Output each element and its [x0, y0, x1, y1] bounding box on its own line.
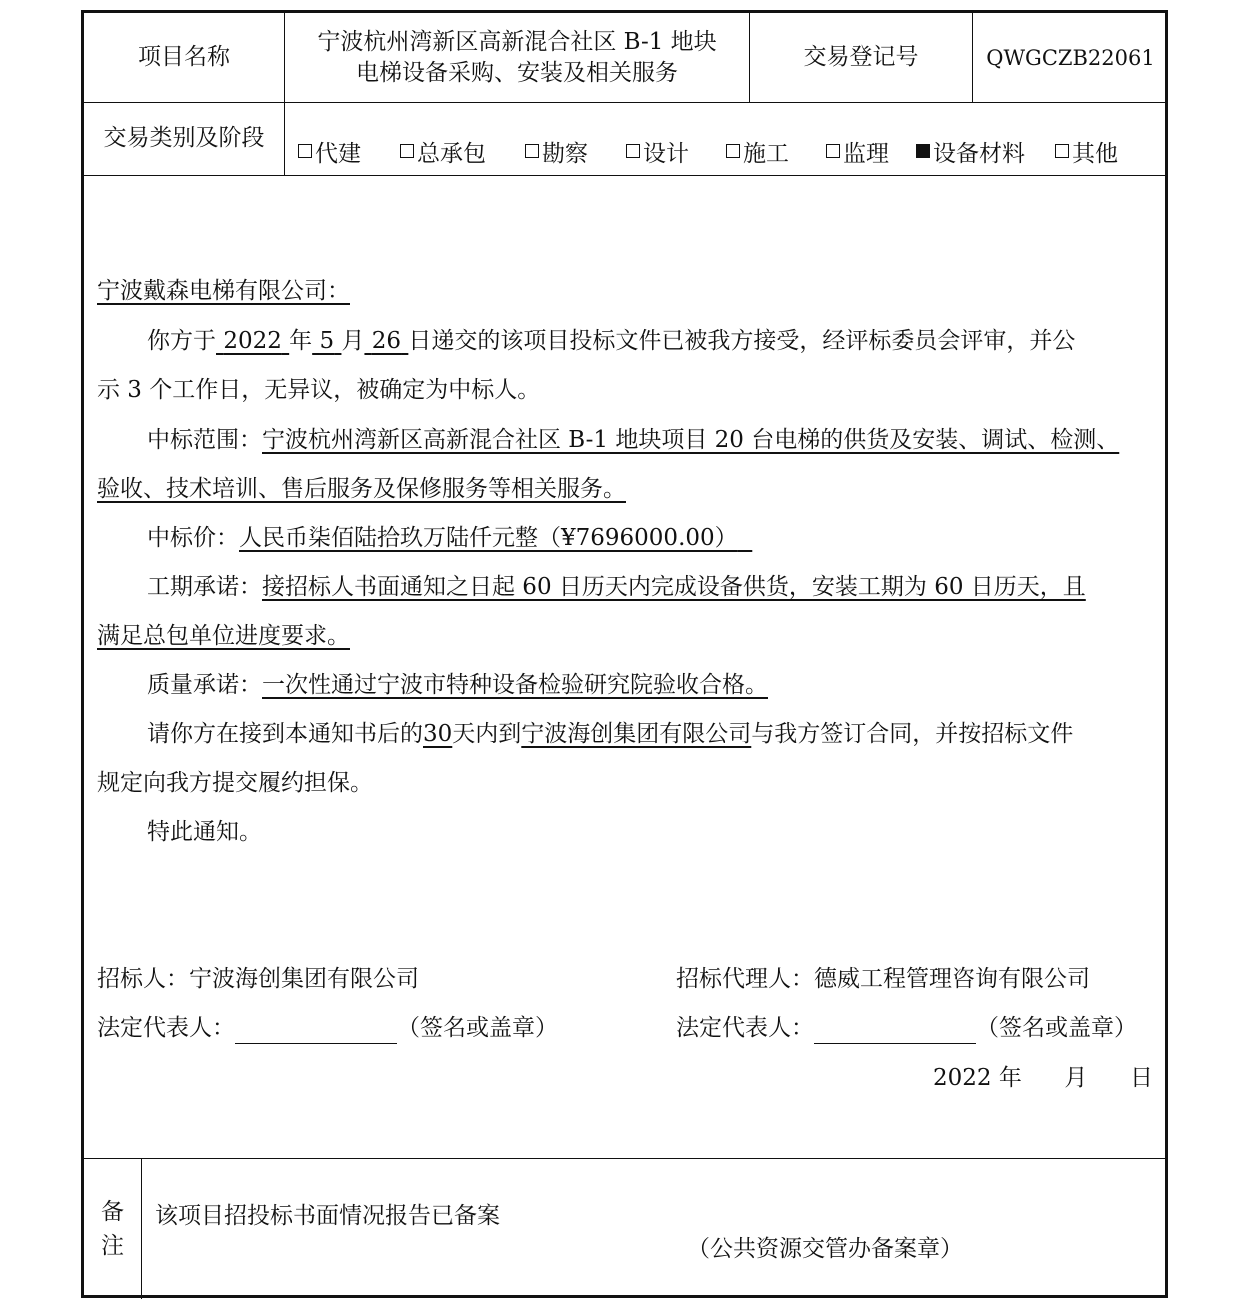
- paragraph-acceptance-cont: 示 3 个工作日，无异议，被确定为中标人。: [97, 377, 541, 403]
- paragraph-period-cont: [97, 620, 1153, 652]
- checkbox-icon[interactable]: [400, 144, 414, 158]
- project-name-label: 项目名称: [138, 44, 230, 71]
- closing-text: 特此通知。: [147, 819, 262, 845]
- reg-no-label: 交易登记号: [803, 44, 919, 71]
- checkbox-checked-icon[interactable]: [916, 144, 930, 158]
- submit-month: [312, 328, 341, 354]
- project-name-value: [285, 13, 749, 103]
- legal-rep-label: 法定代表人：: [676, 1015, 814, 1041]
- price-label: 中标价：: [147, 525, 239, 551]
- category-option[interactable]: [726, 121, 789, 181]
- notice-date: [933, 1062, 1153, 1094]
- addressee: [97, 275, 1153, 307]
- signature-line: [814, 1019, 976, 1044]
- scope-value: 宁波杭州湾新区高新混合社区 B-1 地块项目 20 台电梯的供货及安装、调试、检测、: [262, 427, 1120, 453]
- period-value-cont: 满足总包单位进度要求。: [97, 623, 350, 649]
- text: 人民币柒佰陆拾玖万陆仟元整（¥7696000.00）: [239, 525, 738, 551]
- paragraph-contract-cont: 规定向我方提交履约担保。: [97, 770, 373, 796]
- quality-value: 一次性通过宁波市特种设备检验研究院验收合格。: [262, 672, 768, 698]
- category-option-label: 设计: [643, 140, 689, 167]
- checkbox-icon[interactable]: [626, 144, 640, 158]
- notice-form: [81, 10, 1168, 1298]
- category-option[interactable]: [626, 121, 689, 181]
- filing-stamp-note: （公共资源交管办备案章）: [687, 1236, 963, 1262]
- legal-rep-left: [97, 1012, 558, 1044]
- category-label: 交易类别及阶段: [103, 125, 265, 152]
- category-option[interactable]: [298, 121, 361, 181]
- category-option[interactable]: [1055, 121, 1118, 181]
- category-option-label: 代建: [315, 140, 361, 167]
- date-day: 日: [1129, 1065, 1153, 1091]
- checkbox-icon[interactable]: [525, 144, 539, 158]
- category-option-label: 其他: [1072, 140, 1118, 167]
- category-option[interactable]: [400, 121, 486, 181]
- column-divider: [284, 103, 285, 176]
- text: 年: [289, 328, 313, 354]
- signature-line: [235, 1019, 397, 1044]
- month-value: 5: [319, 328, 335, 354]
- project-name-line1: 宁波杭州湾新区高新混合社区 B-1 地块: [317, 28, 717, 55]
- text: 请你方在接到本通知书后的: [147, 721, 423, 747]
- project-name-line2: 电梯设备采购、安装及相关服务: [356, 60, 678, 86]
- submit-day: [364, 328, 408, 354]
- paragraph-contract: [97, 718, 1153, 750]
- category-option-label: 监理: [843, 140, 889, 167]
- legal-rep-label: 法定代表人：: [97, 1015, 235, 1041]
- date-month: 月: [1064, 1065, 1088, 1091]
- legal-rep-right: [676, 1012, 1137, 1044]
- year-value: 2022: [223, 328, 282, 354]
- price-value: [239, 525, 752, 551]
- tenderer: 招标人：宁波海创集团有限公司: [97, 966, 419, 992]
- paragraph-price: [97, 522, 1153, 554]
- text: 月: [341, 328, 365, 354]
- text: 你方于: [147, 328, 216, 354]
- contract-place: 宁波海创集团有限公司: [521, 721, 752, 747]
- row-divider: [84, 1158, 1165, 1159]
- period-label: 工期承诺：: [147, 574, 262, 600]
- category-option-label: 施工: [743, 140, 789, 167]
- remarks-text: 该项目招投标书面情况报告已备案: [155, 1203, 500, 1229]
- scope-value-cont: 验收、技术培训、售后服务及保修服务等相关服务。: [97, 476, 626, 502]
- text: 天内到: [452, 721, 522, 747]
- remarks-label: [84, 1159, 141, 1299]
- category-option[interactable]: [525, 121, 588, 181]
- paragraph-period: [97, 571, 1153, 603]
- text: 与我方签订合同，并按招标文件: [751, 721, 1074, 747]
- checkbox-icon[interactable]: [1055, 144, 1069, 158]
- reg-no-value: QWGCZB22061: [986, 45, 1155, 70]
- category-option-label: 设备材料: [933, 140, 1025, 167]
- category-option[interactable]: [826, 121, 889, 181]
- remarks-label-top: 备: [101, 1199, 124, 1225]
- checkbox-icon[interactable]: [726, 144, 740, 158]
- sign-or-seal-note: （签名或盖章）: [976, 1015, 1137, 1041]
- period-value: 接招标人书面通知之日起 60 日历天内完成设备供货，安装工期为 60 日历天，且: [262, 574, 1086, 600]
- quality-label: 质量承诺：: [147, 672, 262, 698]
- tender-agent: 招标代理人：德威工程管理咨询有限公司: [676, 966, 1090, 992]
- contract-days: 30: [423, 721, 453, 747]
- category-option-label: 勘察: [542, 140, 588, 167]
- remarks-label-bottom: 注: [101, 1233, 124, 1259]
- text: 日递交的该项目投标文件已被我方接受，经评标委员会评审，并公: [408, 328, 1076, 354]
- paragraph-scope-cont: [97, 473, 1153, 505]
- checkbox-icon[interactable]: [826, 144, 840, 158]
- paragraph-quality: [97, 669, 1153, 701]
- sign-or-seal-note: （签名或盖章）: [397, 1015, 558, 1041]
- day-value: 26: [371, 328, 402, 354]
- column-divider: [141, 1159, 142, 1299]
- addressee-name: 宁波戴森电梯有限公司：: [97, 278, 350, 304]
- paragraph-acceptance: [97, 325, 1153, 357]
- scope-label: 中标范围：: [147, 427, 262, 453]
- paragraph-scope: [97, 424, 1153, 456]
- category-option-label: 总承包: [417, 140, 486, 167]
- date-year: 2022 年: [933, 1065, 1022, 1091]
- submit-year: [216, 328, 289, 354]
- checkbox-icon[interactable]: [298, 144, 312, 158]
- category-option[interactable]: [916, 121, 1025, 181]
